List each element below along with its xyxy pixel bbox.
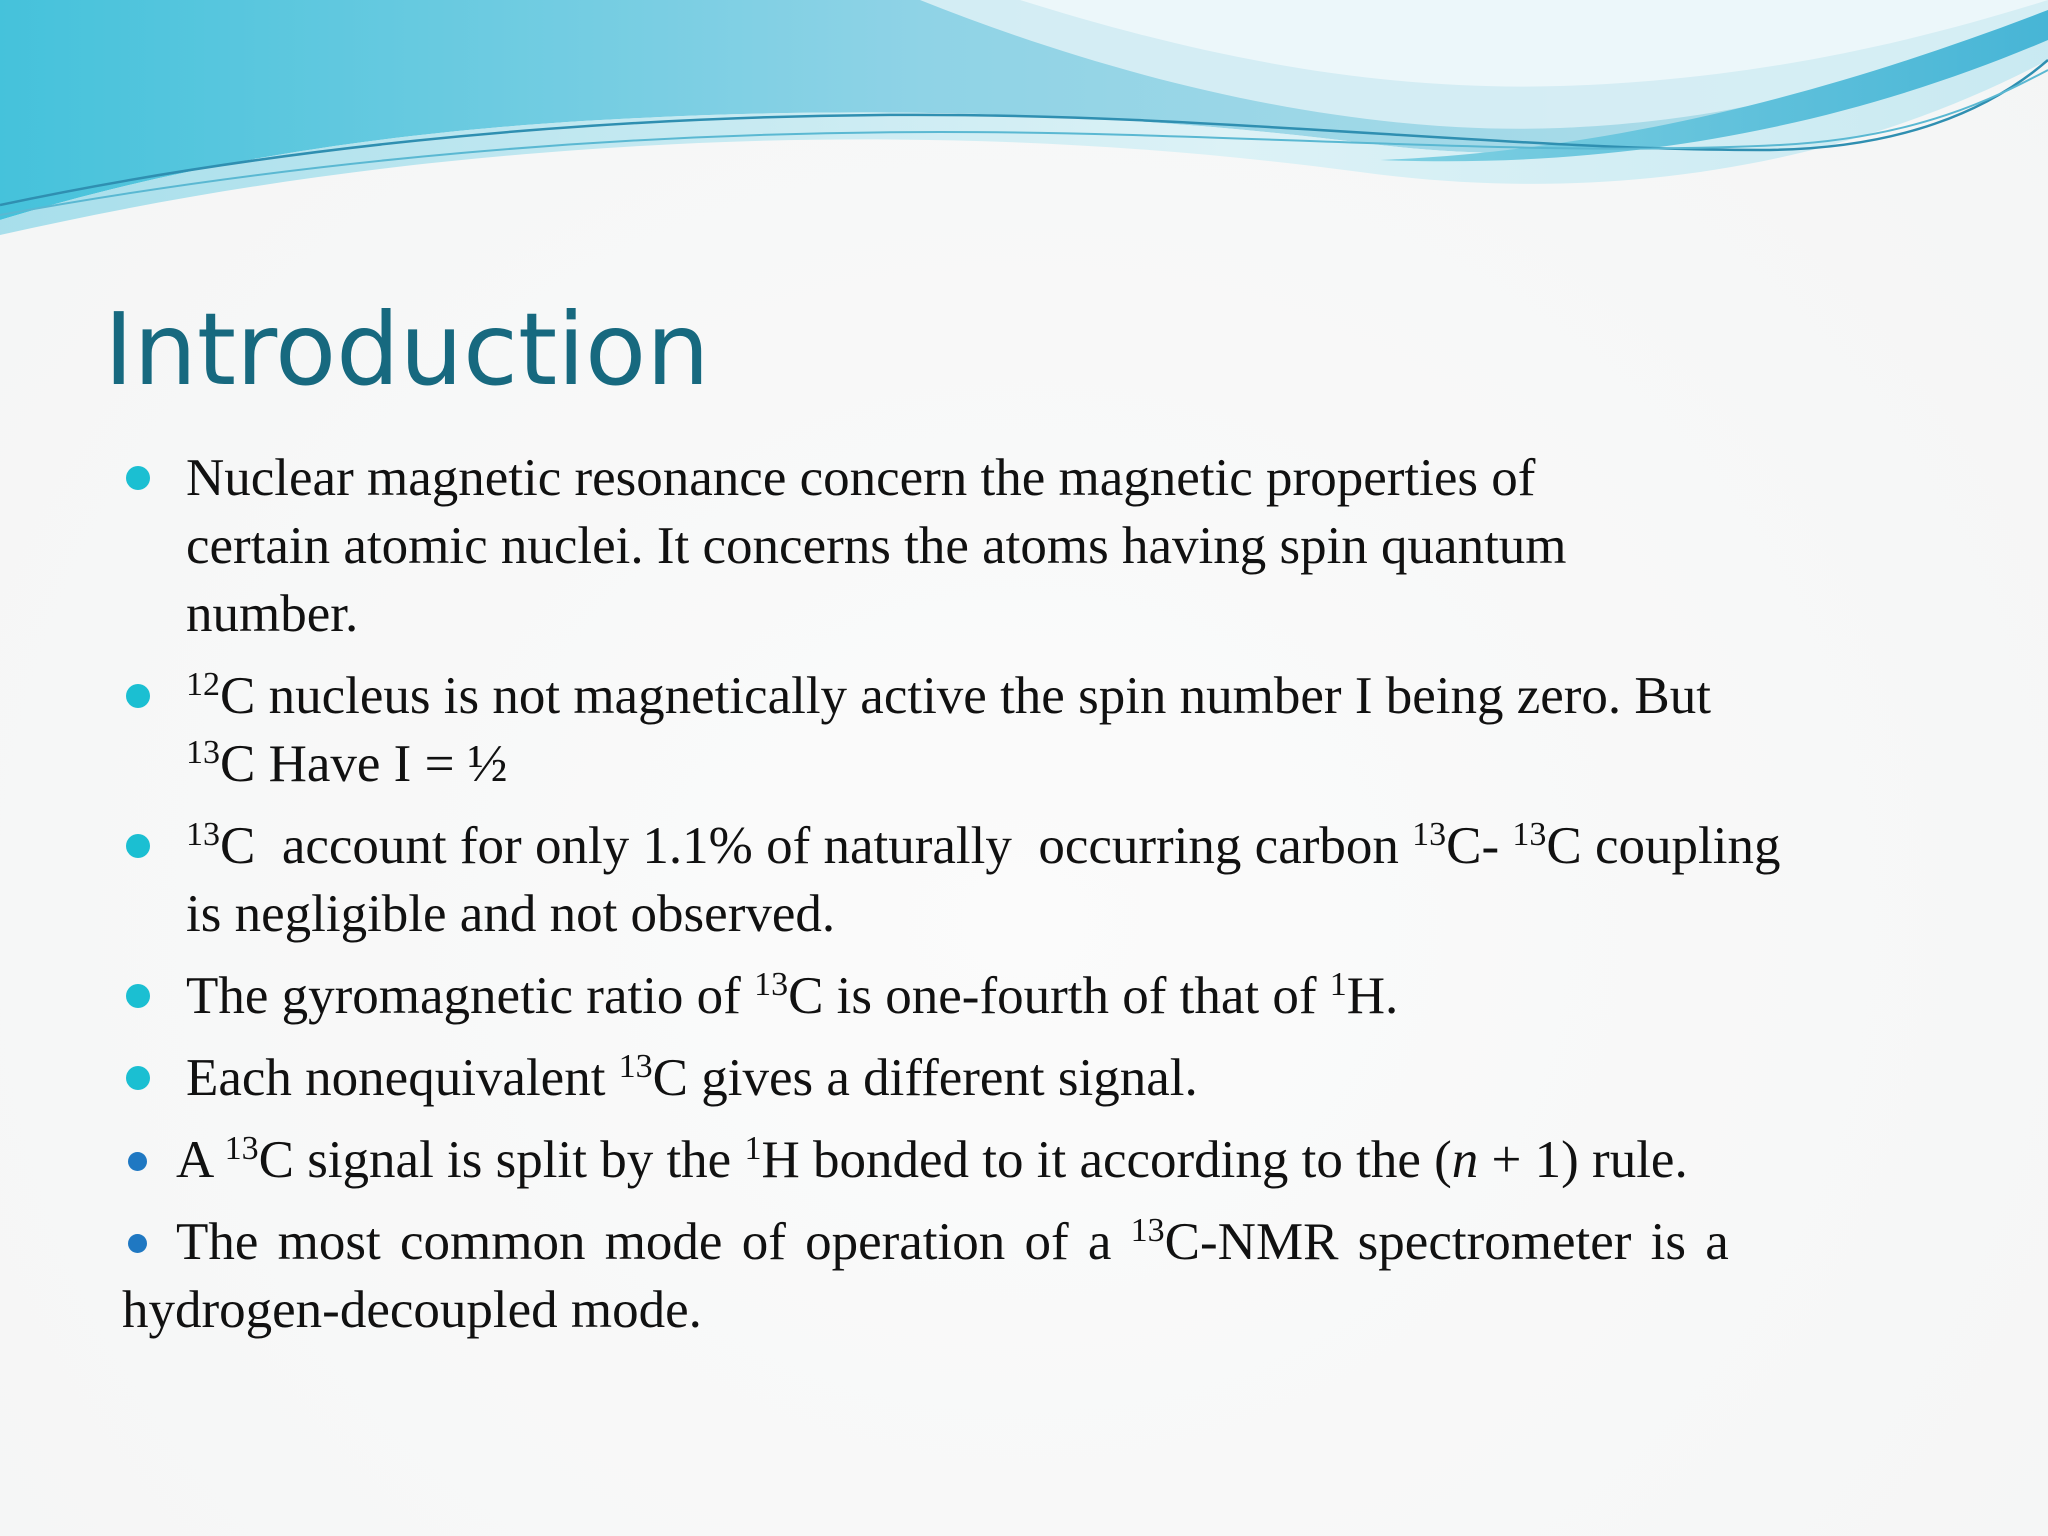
list-item xyxy=(122,1126,1928,1194)
line-text: The gyromagnetic ratio of xyxy=(186,967,755,1025)
line-text: C-NMR spectrometer is a xyxy=(1164,1213,1729,1271)
bullet-dot-icon xyxy=(126,984,150,1008)
italic-variable: n xyxy=(1451,1131,1479,1189)
line-text: C gives a different signal. xyxy=(652,1049,1198,1107)
line-text: certain atomic nuclei. It concerns the atoms having spin quantum xyxy=(186,517,1567,575)
line-text: Each nonequivalent xyxy=(186,1049,619,1107)
list-item xyxy=(122,1044,1928,1112)
line-text: number. xyxy=(186,585,359,643)
bullet-dot-icon xyxy=(128,1234,147,1253)
line-text: C nucleus is not magnetically active the spin number I being zero. But xyxy=(220,667,1711,725)
superscript: 13 xyxy=(224,1130,259,1167)
superscript: 13 xyxy=(186,734,220,771)
bullet-dot-icon xyxy=(126,1066,150,1090)
superscript: 13 xyxy=(1130,1212,1165,1249)
list-item xyxy=(122,962,1928,1030)
line-text: is negligible and not observed. xyxy=(186,885,836,943)
superscript: 13 xyxy=(1412,816,1447,853)
line-text: C Have I = ½ xyxy=(220,735,508,793)
bullet-dot-icon xyxy=(126,834,150,858)
bullet-dot-icon xyxy=(126,466,150,490)
superscript: 13 xyxy=(1512,816,1547,853)
list-item xyxy=(122,812,1928,948)
superscript: 12 xyxy=(186,666,220,703)
bullet-list xyxy=(122,444,1928,1344)
list-item xyxy=(122,662,1928,798)
slide-title: Introduction xyxy=(104,291,710,408)
superscript: 1 xyxy=(744,1130,762,1167)
superscript: 1 xyxy=(1329,966,1347,1003)
superscript: 13 xyxy=(618,1048,653,1085)
line-text: C account for only 1.1% of naturally occurring carbon xyxy=(220,817,1413,875)
list-item xyxy=(122,1208,1928,1344)
line-text: hydrogen-decoupled mode. xyxy=(122,1281,702,1339)
header-wave-decoration xyxy=(0,0,2048,240)
line-text: C- xyxy=(1446,817,1513,875)
line-text: A xyxy=(176,1131,225,1189)
line-text: H. xyxy=(1346,967,1399,1025)
line-text: Nuclear magnetic resonance concern the magnetic properties of xyxy=(186,449,1536,507)
superscript: 13 xyxy=(754,966,789,1003)
line-text: H bonded to it according to the ( xyxy=(761,1131,1452,1189)
bullet-dot-icon xyxy=(126,684,150,708)
line-text: C coupling xyxy=(1546,817,1781,875)
list-item xyxy=(122,444,1928,648)
bullet-dot-icon xyxy=(128,1152,147,1171)
superscript: 13 xyxy=(186,816,220,853)
line-text: C signal is split by the xyxy=(258,1131,745,1189)
line-text: C is one-fourth of that of xyxy=(788,967,1330,1025)
line-text: The most common mode of operation of a xyxy=(176,1213,1131,1271)
line-text: + 1) rule. xyxy=(1478,1131,1688,1189)
